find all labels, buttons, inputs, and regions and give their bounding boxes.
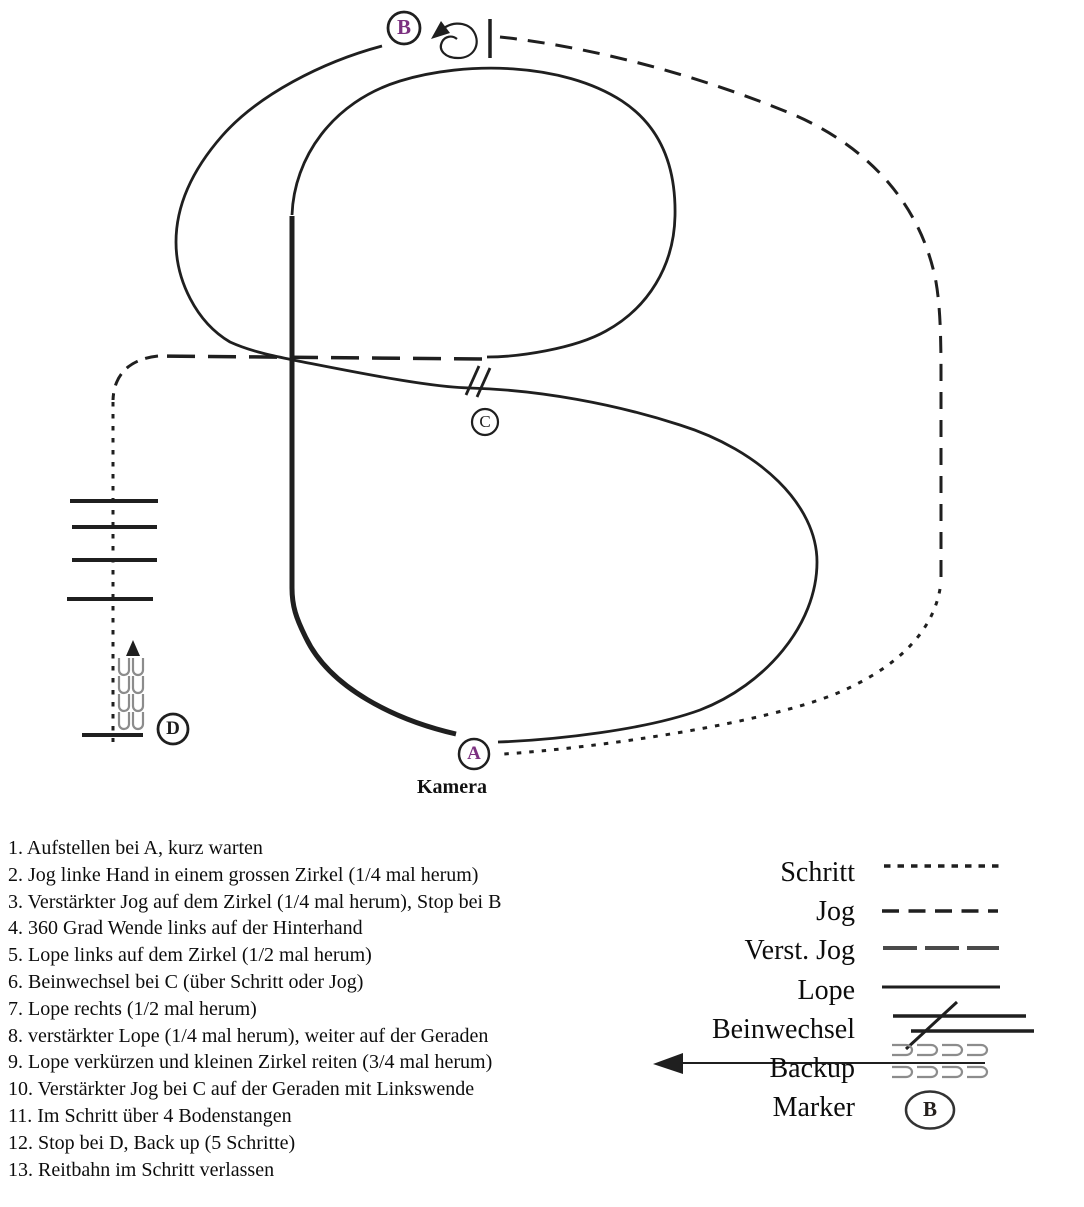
legend-label-marker: Marker [772,1092,855,1124]
camera-label: Kamera [417,776,487,798]
jog-dashed-path [500,37,941,586]
backup-hoof-marks [119,658,143,729]
instruction-item: 1. Aufstellen bei A, kurz warten [8,837,263,859]
instruction-item: 6. Beinwechsel bei C (über Schritt oder Jog) [8,970,364,993]
legend-label-beinwechsel: Beinwechsel [711,1013,855,1045]
left-turn-transition-path [113,356,158,400]
marker-label-d: D [166,718,180,740]
lope-big-circle-path [176,46,817,742]
spin-360-icon [431,21,477,58]
lope-small-circle-path [292,68,675,357]
marker-label-b: B [396,15,412,40]
legend [630,853,855,1128]
legend-label-lope: Lope [797,974,855,1006]
instruction-item: 5. Lope links auf dem Zirkel (1/2 mal herum) [8,944,372,967]
instruction-item: 12. Stop bei D, Back up (5 Schritte) [8,1131,296,1154]
marker-label-c: C [479,412,491,432]
legend-lead-change-symbol [893,1002,1034,1049]
instruction-item: 11. Im Schritt über 4 Bodenstangen [8,1104,292,1127]
verst-jog-straight-path [158,356,482,359]
instruction-item: 7. Lope rechts (1/2 mal herum) [8,997,257,1020]
instruction-list [8,835,648,1183]
extended-lope-straight-path [292,216,456,734]
backup-symbol [119,640,143,729]
legend-label-jog: Jog [816,895,855,927]
instruction-item: 2. Jog linke Hand in einem grossen Zirkel (1/4 mal herum) [8,863,479,886]
instruction-item: 4. 360 Grad Wende links auf der Hinterhand [8,917,363,940]
schritt-dotted-path-right [504,589,940,754]
legend-label-schritt: Schritt [780,856,855,888]
legend-label-backup: Backup [769,1053,855,1085]
legend-marker-letter: B [922,1097,938,1121]
instruction-item: 8. verstärkter Lope (1/4 mal herum), weiter auf der Geraden [8,1024,489,1047]
instruction-item: 3. Verstärkter Jog auf dem Zirkel (1/4 mal herum), Stop bei B [8,890,502,913]
instruction-item: 10. Verstärkter Jog bei C auf der Geraden mit Linkswende [8,1078,475,1101]
marker-label-a: A [467,743,481,765]
lead-change-marks [466,366,490,397]
backup-arrow-icon [126,640,140,656]
instruction-item: 9. Lope verkürzen und kleinen Zirkel reiten (3/4 mal herum) [8,1051,493,1074]
legend-label-verst-jog: Verst. Jog [744,935,855,967]
instruction-item: 13. Reitbahn im Schritt verlassen [8,1158,275,1181]
